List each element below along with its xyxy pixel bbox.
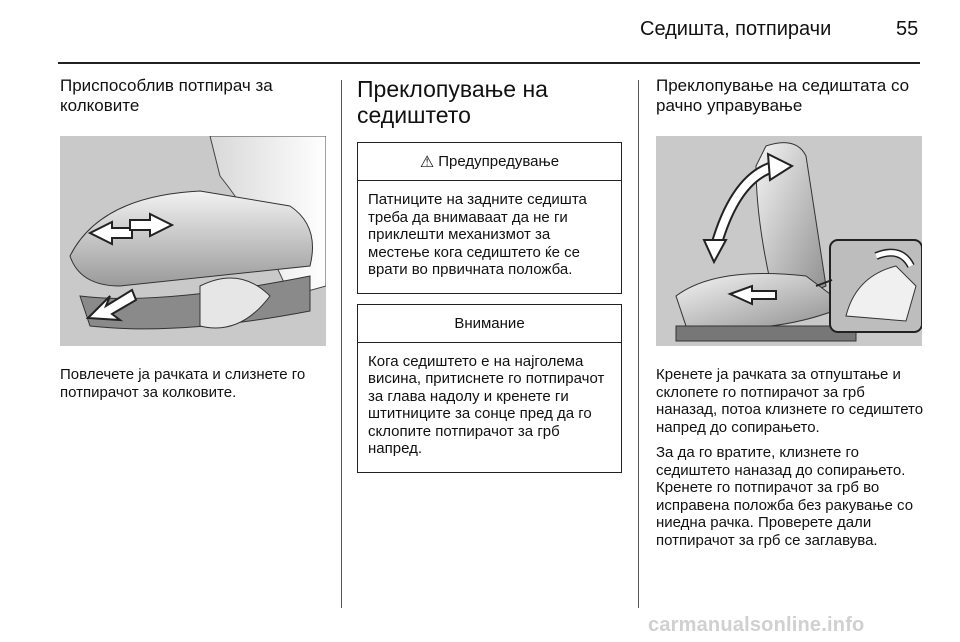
page-number: 55	[896, 18, 919, 40]
thigh-support-caption: Повлечете ја рачката и слизнете го потпирачот за колковите.	[60, 366, 306, 401]
manual-folding-instructions	[656, 366, 924, 549]
column-seat-folding	[357, 76, 622, 473]
notice-text: Кога седиштето е на најголема висина, притиснете го потпирачот за глава надолу и кренете ги штитниците за сонце пред да го склопите потпирачот за грб напред.	[368, 352, 605, 457]
header-divider	[58, 62, 920, 64]
warning-header	[358, 143, 621, 181]
column-thigh-support	[60, 76, 326, 401]
seat-cushion-drawing	[60, 136, 326, 346]
notice-header	[358, 305, 621, 343]
notice-box	[357, 304, 622, 473]
section-heading-manual-folding: Преклопување на седиштата со рачно управување	[656, 76, 910, 115]
thigh-support-illustration	[60, 136, 326, 346]
seat-folding-drawing	[656, 136, 922, 346]
manual-folding-illustration	[656, 136, 922, 346]
warning-triangle-icon: ⚠	[419, 153, 435, 171]
column-manual-seat-folding	[656, 76, 924, 549]
column-divider-left	[341, 80, 342, 608]
notice-title: Внимание	[454, 314, 525, 332]
running-header-title: Седишта, потпирачи	[640, 18, 832, 40]
watermark: carmanualsonline.info	[648, 614, 865, 636]
section-heading-seat-folding: Преклопување на седиштето	[357, 76, 548, 128]
section-heading-thigh-support: Приспособлив потпирач за колковите	[60, 76, 273, 115]
warning-text: Патниците на задните седишта треба да внимаваат да не ги приклешти механизмот за местење кога седиштето ќе се врати во првичната положба.	[368, 191, 587, 278]
instruction-paragraph-return: За да го вратите, клизнете го седиштето наназад до сопирањето. Кренете го потпирачот за грб во исправена положба без ракување со ниедна рачка. Проверете дали потпирачот за грб се заглавува.	[656, 444, 914, 549]
warning-title: Предупредување	[438, 153, 560, 170]
column-divider-right	[638, 80, 639, 608]
warning-box	[357, 142, 622, 294]
instruction-paragraph-fold: Кренете ја рачката за отпуштање и склопете го потпирачот за грб наназад, потоа клизнете го седиштето напред до сопирањето.	[656, 366, 924, 436]
